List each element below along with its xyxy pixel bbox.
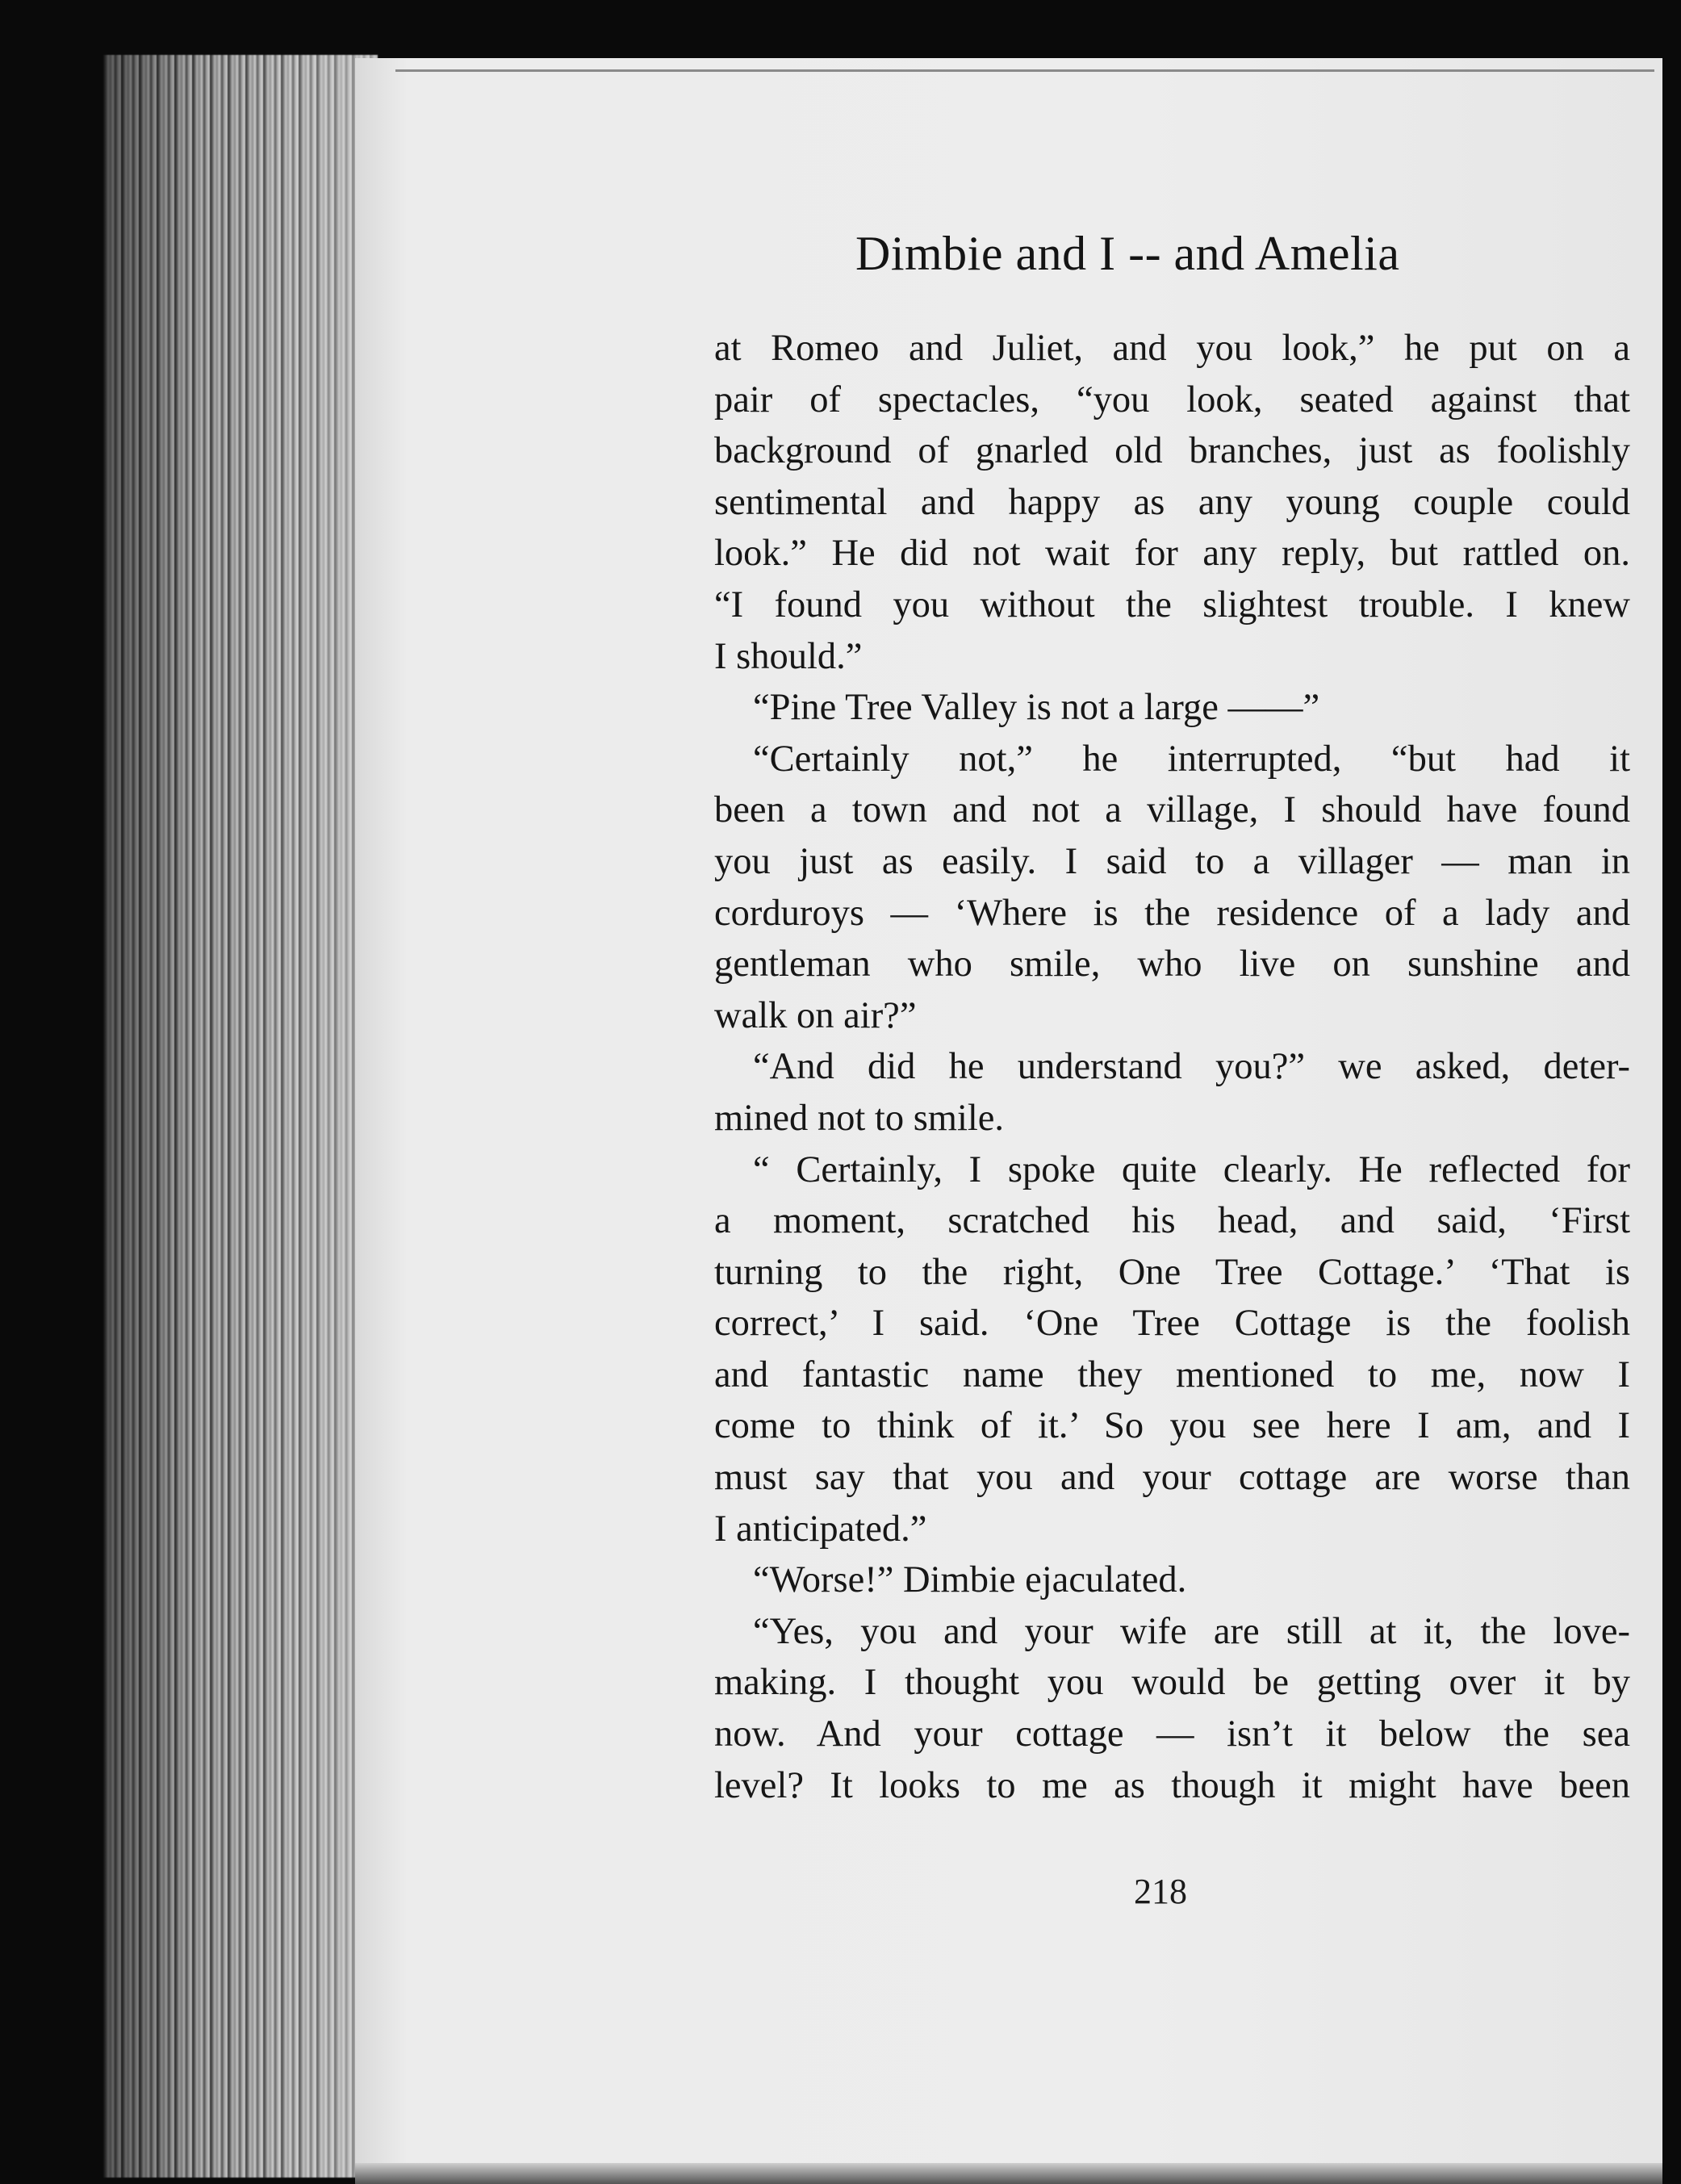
text-line: I anticipated.” [714,1508,927,1550]
text-line: level? It looks to me as though it might have been [714,1764,1630,1806]
text-line: background of gnarled old branches, just as foolishly [714,430,1630,472]
body-text [714,323,1630,1811]
text-line: at Romeo and Juliet, and you look,” he put on a [714,328,1630,369]
book-page-edges [103,55,378,2178]
text-line: corduroys — ‘Where is the residence of a lady and [714,892,1630,934]
text-line: sentimental and happy as any young couple could [714,481,1630,523]
text-line: and fantastic name they mentioned to me, now I [714,1353,1630,1395]
text-line: “Yes, you and your wife are still at it, the love- [753,1610,1630,1652]
text-line: making. I thought you would be getting over it by [714,1662,1630,1704]
text-line: turning to the right, One Tree Cottage.’ ‘That is [714,1251,1630,1293]
text-line: a moment, scratched his head, and said, ‘First [714,1200,1630,1242]
running-head: Dimbie and I -- and Amelia [855,227,1400,280]
text-line: mined not to smile. [714,1097,1005,1139]
text-line: walk on air?” [714,994,917,1036]
text-line: “Pine Tree Valley is not a large ——” [753,687,1320,729]
text-line: pair of spectacles, “you look, seated against that [714,379,1630,420]
text-line: I should.” [714,635,863,677]
text-line: come to think of it.’ So you see here I am, and I [714,1405,1630,1447]
text-line: look.” He did not wait for any reply, but rattled on. [714,533,1630,575]
top-rule [395,69,1654,72]
text-line: you just as easily. I said to a villager — man in [714,840,1630,882]
page-number: 218 [1134,1872,1187,1911]
text-line: “I found you without the slightest trouble. I knew [714,584,1630,625]
text-line: must say that you and your cottage are worse than [714,1457,1630,1499]
text-line: correct,’ I said. ‘One Tree Cottage is the foolish [714,1303,1630,1345]
text-line: “And did he understand you?” we asked, deter- [753,1046,1630,1088]
text-line: “Worse!” Dimbie ejaculated. [753,1559,1187,1601]
page-bottom-edge [355,2163,1662,2184]
text-line: gentleman who smile, who live on sunshine and [714,943,1630,985]
text-line: now. And your cottage — isn’t it below the sea [714,1713,1630,1755]
text-line: “Certainly not,” he interrupted, “but had it [753,738,1630,780]
text-line: “ Certainly, I spoke quite clearly. He reflected for [753,1148,1630,1190]
text-line: been a town and not a village, I should have found [714,789,1630,831]
